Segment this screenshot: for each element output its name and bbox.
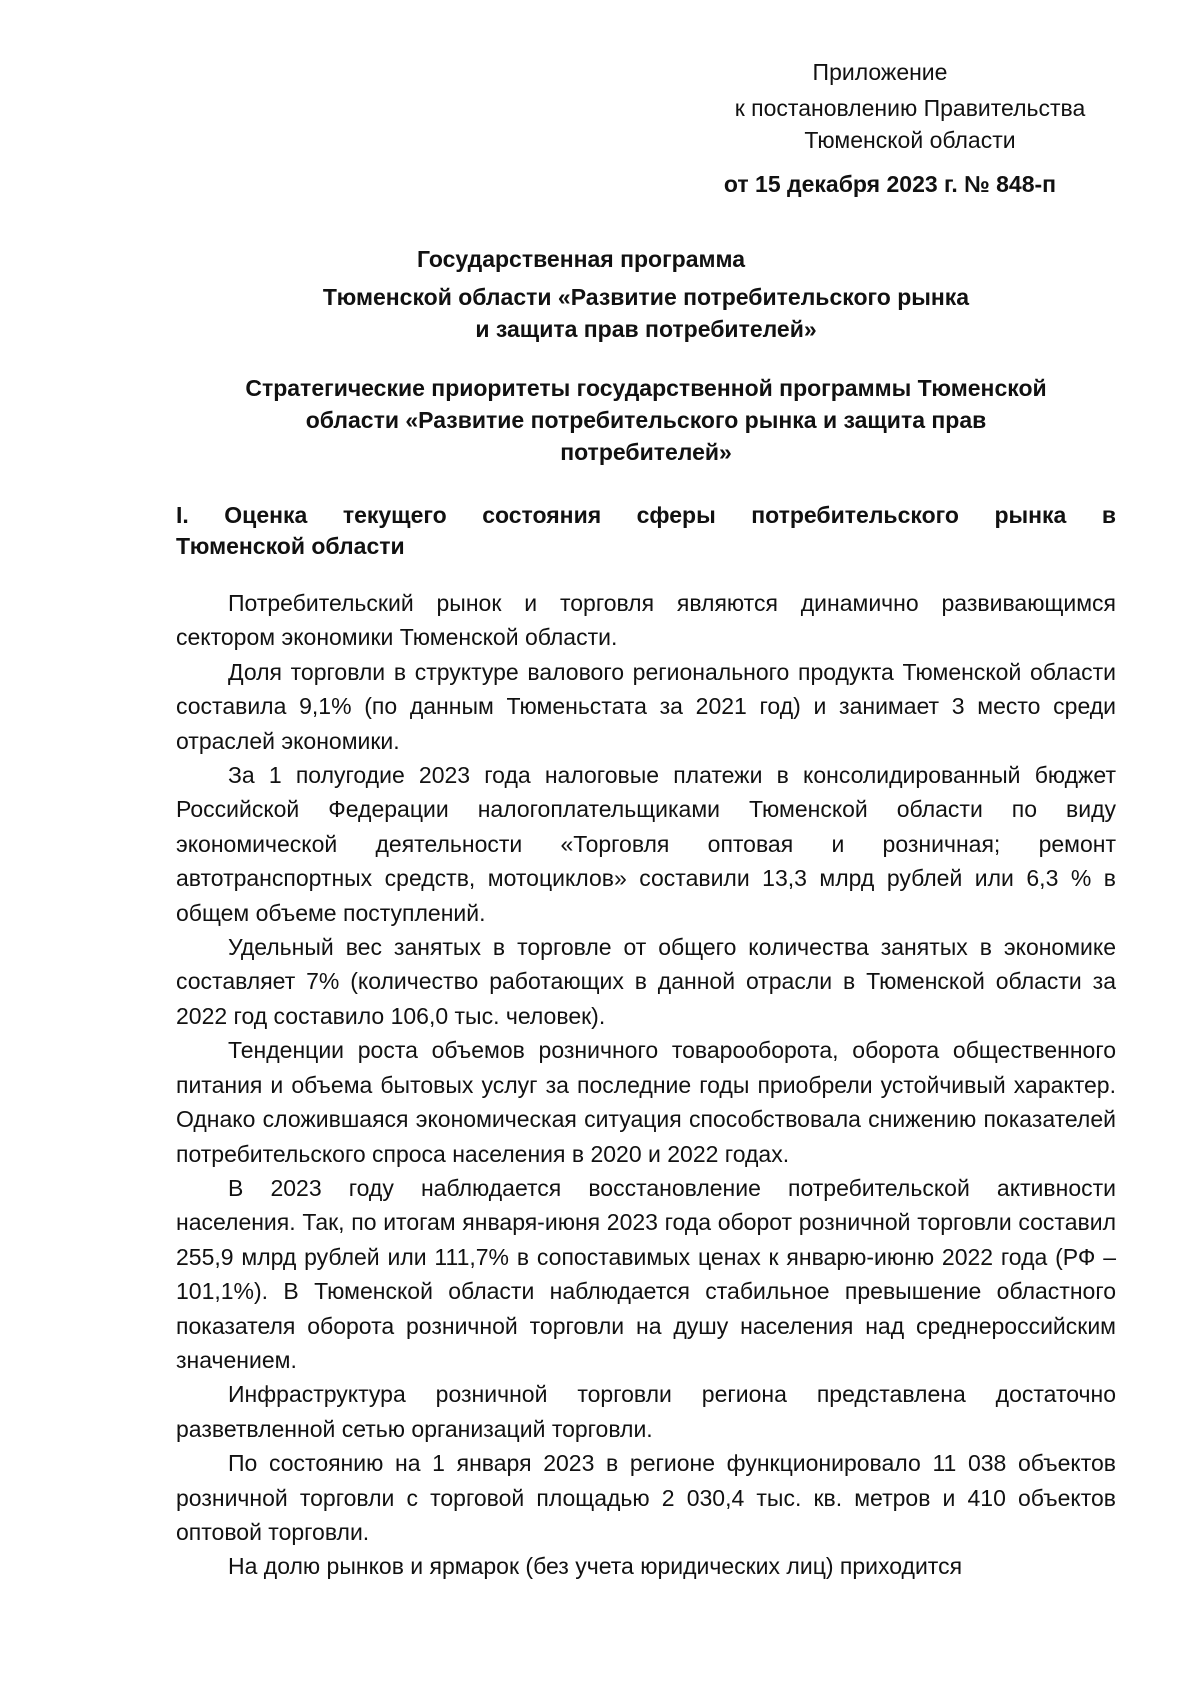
section-heading-line: Тюменской области bbox=[176, 533, 405, 559]
paragraph: Потребительский рынок и торговля являются динамично развивающимся сектором экономики Тюменской области. bbox=[176, 590, 1116, 651]
program-title-line: Тюменской области «Развитие потребительского рынка bbox=[322, 284, 970, 310]
paragraph: За 1 полугодие 2023 года налоговые платежи в консолидированный бюджет Российской Федерации налогоплательщиками Тюменской области по виду экономической деятельности «Торговля оптовая и розничная; ремонт автотранспортных средств, мотоциклов» составили 13,3 млрд рублей или 6,3 % в общем объеме поступлений. bbox=[176, 762, 1116, 926]
program-title bbox=[176, 243, 1116, 345]
program-title-line: и защита прав потребителей» bbox=[475, 316, 817, 342]
appendix-header bbox=[700, 56, 1120, 200]
appendix-label: Приложение bbox=[812, 59, 948, 85]
paragraph: В 2023 году наблюдается восстановление потребительской активности населения. Так, по итогам января-июня 2023 года оборот розничной торговли составил 255,9 млрд рублей или 111,7% в сопоставимых ценах к январю-июню 2022 года (РФ – 101,1%). В Тюменской области наблюдается стабильное превышение областного показателя оборота розничной торговли на душу населения над среднероссийским значением. bbox=[176, 1174, 1116, 1373]
section-heading-line: I. Оценка текущего состояния сферы потребительского рынка в bbox=[176, 502, 1116, 528]
appendix-date-number: от 15 декабря 2023 г. № 848-п bbox=[723, 171, 1057, 197]
paragraph: Доля торговли в структуре валового регионального продукта Тюменской области составила 9,1% (по данным Тюменьстата за 2021 год) и занимает 3 место среди отраслей экономики. bbox=[176, 658, 1116, 754]
appendix-resolution-line: к постановлению Правительства bbox=[734, 95, 1086, 121]
strategic-priorities-title bbox=[176, 372, 1116, 468]
body-text bbox=[176, 586, 1116, 1584]
paragraph: По состоянию на 1 января 2023 в регионе функционировало 11 038 объектов розничной торговли с торговой площадью 2 030,4 тыс. кв. метров и 410 объектов оптовой торговли. bbox=[176, 1450, 1116, 1545]
appendix-region-line: Тюменской области bbox=[804, 127, 1016, 153]
paragraph: Удельный вес занятых в торговле от общего количества занятых в экономике составляет 7% (количество работающих в данной отрасли в Тюменской области за 2022 год составило 106,0 тыс. человек). bbox=[176, 934, 1116, 1029]
program-title-line: Государственная программа bbox=[416, 246, 746, 272]
section-heading bbox=[176, 500, 1116, 562]
strategic-title-line: области «Развитие потребительского рынка и защита прав bbox=[305, 407, 987, 433]
strategic-title-line: потребителей» bbox=[560, 439, 732, 465]
paragraph: На долю рынков и ярмарок (без учета юридических лиц) приходится bbox=[228, 1553, 963, 1580]
paragraph: Тенденции роста объемов розничного товарооборота, оборота общественного питания и объема бытовых услуг за последние годы приобрели устойчивый характер. Однако сложившаяся экономическая ситуация способствовала снижению показателей потребительского спроса населения в 2020 и 2022 годах. bbox=[176, 1037, 1116, 1167]
strategic-title-line: Стратегические приоритеты государственной программы Тюменской bbox=[245, 375, 1047, 401]
paragraph: Инфраструктура розничной торговли региона представлена достаточно разветвленной сетью организаций торговли. bbox=[176, 1381, 1116, 1442]
